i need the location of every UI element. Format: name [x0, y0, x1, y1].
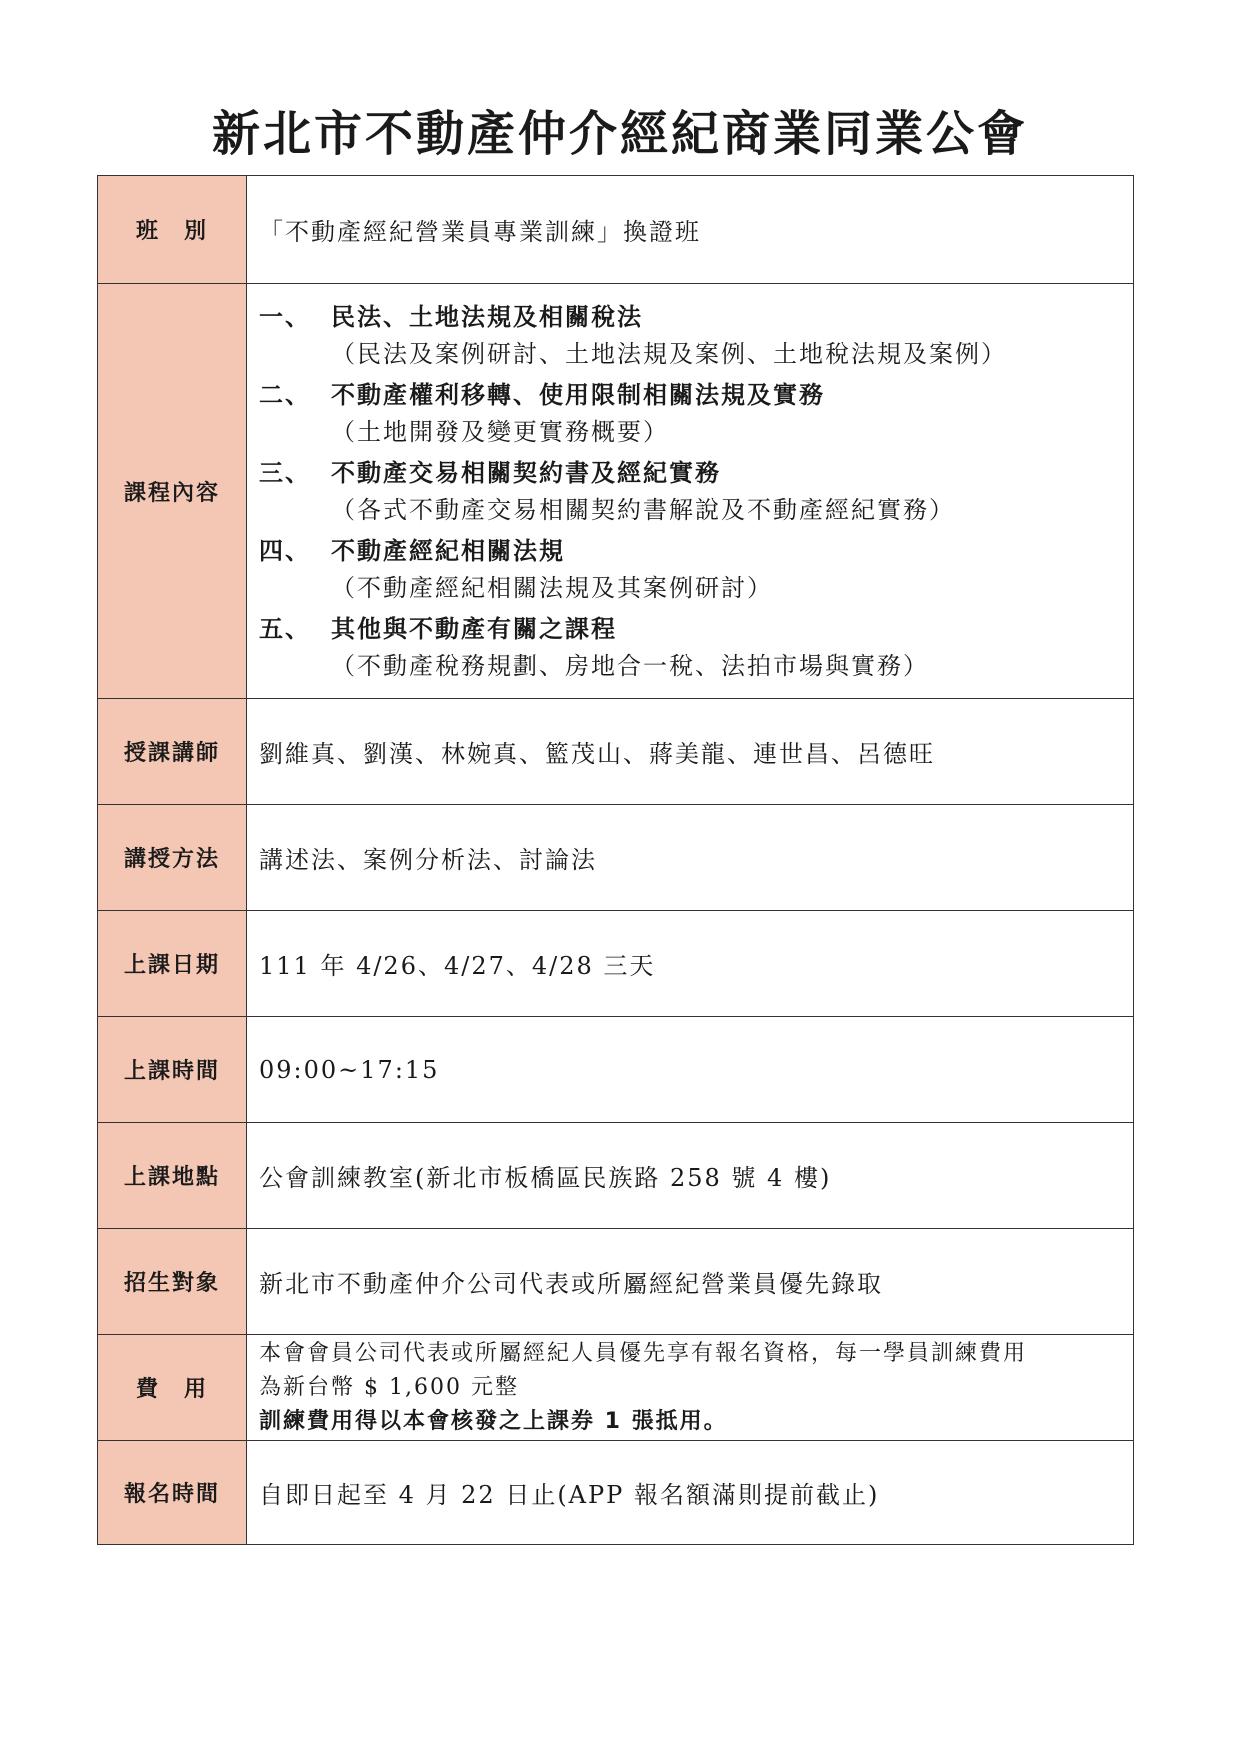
course-info-table: [97, 175, 1134, 1545]
label-class-type: 班 別: [98, 176, 247, 284]
fee-line-2: 為新台幣 $ 1,600 元整: [259, 1374, 519, 1400]
course-description: （不動產經紀相關法規及其案例研討）: [331, 574, 773, 602]
label-teaching-method: 講授方法: [98, 805, 247, 911]
course-item: [259, 298, 1121, 372]
page-title: 新北市不動產仲介經紀商業同業公會: [211, 106, 1028, 162]
value-teaching-method: 講述法、案例分析法、討論法: [247, 805, 1134, 911]
row-class-type: [98, 176, 1134, 284]
fee-note: 訓練費用得以本會核發之上課券 1 張抵用。: [259, 1408, 728, 1434]
row-teaching-method: [98, 805, 1134, 911]
course-number: 二、: [259, 381, 311, 409]
row-course-content: [98, 284, 1134, 699]
row-registration: [98, 1441, 1134, 1545]
course-title: 其他與不動產有關之課程: [331, 615, 617, 643]
row-instructors: [98, 699, 1134, 805]
label-enrollment-target: 招生對象: [98, 1229, 247, 1335]
label-class-time: 上課時間: [98, 1017, 247, 1123]
course-description: （土地開發及變更實務概要）: [331, 418, 669, 446]
label-registration: 報名時間: [98, 1441, 247, 1545]
course-title: 不動產經紀相關法規: [331, 537, 565, 565]
course-number: 一、: [259, 303, 311, 331]
value-fee: [247, 1335, 1134, 1441]
label-class-dates: 上課日期: [98, 911, 247, 1017]
course-description: （不動產稅務規劃、房地合一稅、法拍市場與實務）: [331, 652, 929, 680]
course-description: （各式不動產交易相關契約書解說及不動產經紀實務）: [331, 496, 955, 524]
course-item: [259, 532, 1121, 606]
row-location: [98, 1123, 1134, 1229]
value-class-dates: 111 年 4/26、4/27、4/28 三天: [247, 911, 1134, 1017]
course-title: 不動產交易相關契約書及經紀實務: [331, 459, 721, 487]
course-number: 四、: [259, 537, 311, 565]
course-number: 三、: [259, 459, 311, 487]
value-instructors: 劉維真、劉漢、林婉真、籃茂山、蔣美龍、連世昌、呂德旺: [247, 699, 1134, 805]
value-class-time: 09:00~17:15: [247, 1017, 1134, 1123]
course-title: 民法、土地法規及相關稅法: [331, 303, 643, 331]
label-instructors: 授課講師: [98, 699, 247, 805]
label-fee: 費 用: [98, 1335, 247, 1441]
course-item: [259, 376, 1121, 450]
value-class-type: 「不動產經紀營業員專業訓練」換證班: [247, 176, 1134, 284]
label-location: 上課地點: [98, 1123, 247, 1229]
value-location: 公會訓練教室(新北市板橋區民族路 258 號 4 樓): [247, 1123, 1134, 1229]
course-title: 不動產權利移轉、使用限制相關法規及實務: [331, 381, 825, 409]
fee-line-1: 本會會員公司代表或所屬經紀人員優先享有報名資格，每一學員訓練費用: [259, 1340, 1028, 1366]
label-course-content: 課程內容: [98, 284, 247, 699]
value-registration: 自即日起至 4 月 22 日止(APP 報名額滿則提前截止): [247, 1441, 1134, 1545]
course-item: [259, 454, 1121, 528]
course-item: [259, 610, 1121, 684]
course-list: [259, 284, 1121, 698]
row-enrollment-target: [98, 1229, 1134, 1335]
row-class-time: [98, 1017, 1134, 1123]
course-description: （民法及案例研討、土地法規及案例、土地稅法規及案例）: [331, 340, 1007, 368]
row-fee: [98, 1335, 1134, 1441]
value-enrollment-target: 新北市不動產仲介公司代表或所屬經紀營業員優先錄取: [247, 1229, 1134, 1335]
value-course-content: [247, 284, 1134, 699]
row-class-dates: [98, 911, 1134, 1017]
course-number: 五、: [259, 615, 311, 643]
